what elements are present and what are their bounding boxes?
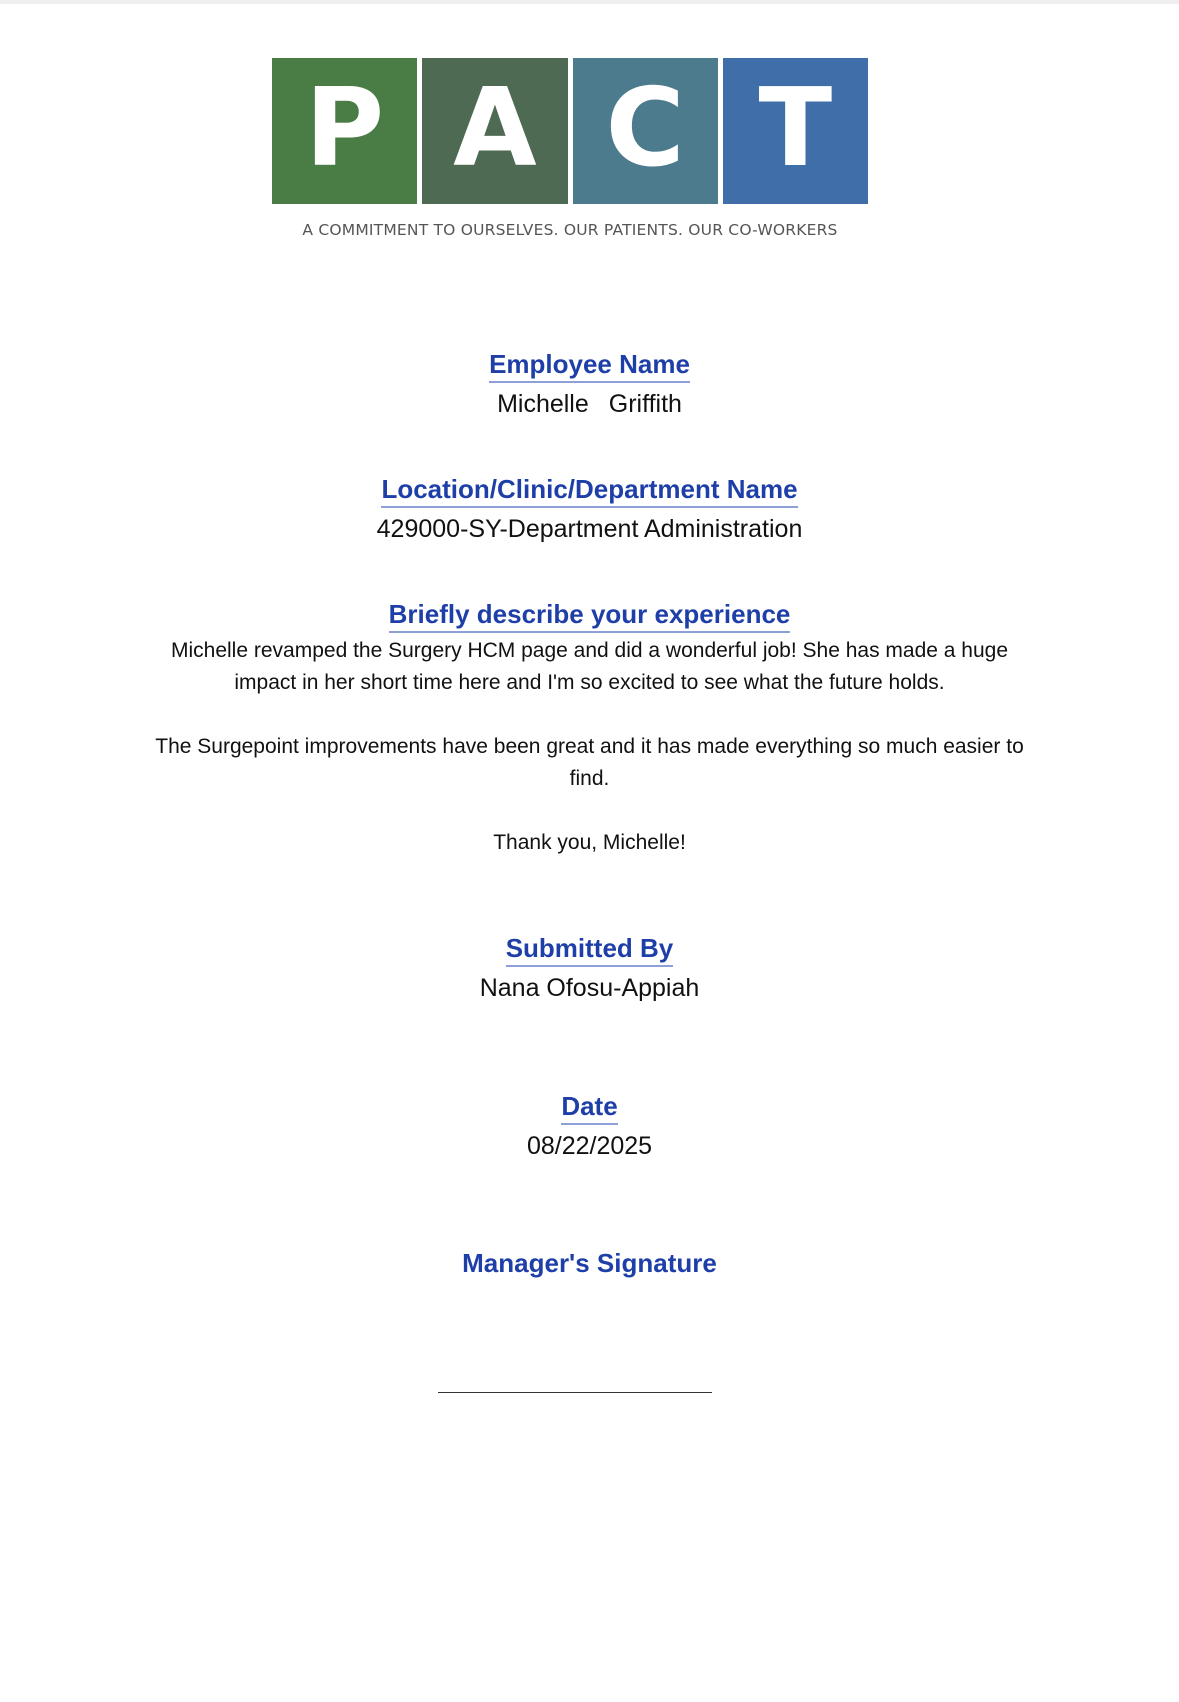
employee-name-label: Employee Name: [489, 348, 690, 383]
submitted-by-section: [0, 932, 1179, 1005]
signature-section: [0, 1247, 1179, 1280]
submitted-by-value: Nana Ofosu-Appiah: [479, 974, 700, 1002]
employee-name-value: [0, 387, 1179, 421]
manager-signature-label: Manager's Signature: [462, 1248, 717, 1278]
date-label: Date: [561, 1090, 617, 1125]
employee-first-name: Michelle: [497, 390, 589, 418]
pact-logo: [272, 58, 868, 204]
logo-letter-p: P: [305, 66, 385, 191]
submitted-by-label: Submitted By: [506, 932, 674, 967]
logo-tile-p: [272, 58, 417, 204]
employee-section: [0, 348, 1179, 421]
location-value: 429000-SY-Department Administration: [376, 515, 803, 543]
date-section: [0, 1090, 1179, 1163]
experience-paragraph: The Surgepoint improvements have been great and it has made everything so much easier to find.: [155, 735, 1024, 790]
logo-letter-t: T: [758, 66, 833, 191]
experience-section: [0, 598, 1179, 859]
logo-letter-a: A: [453, 66, 537, 191]
date-value: 08/22/2025: [526, 1132, 653, 1160]
experience-label: Briefly describe your experience: [389, 598, 791, 633]
location-label: Location/Clinic/Department Name: [381, 473, 797, 508]
location-section: [0, 473, 1179, 546]
logo-letter-c: C: [605, 66, 685, 191]
signature-line: [438, 1392, 712, 1393]
logo-tile-t: [723, 58, 868, 204]
experience-paragraph: Michelle revamped the Surgery HCM page and did a wonderful job! She has made a huge impact in her short time here and I'm so excited to see what the future holds.: [171, 639, 1008, 694]
logo-tile-c: [573, 58, 718, 204]
top-edge-strip: [0, 0, 1179, 4]
experience-paragraph: Thank you, Michelle!: [493, 831, 686, 854]
logo-tagline: A COMMITMENT TO OURSELVES. OUR PATIENTS. OUR CO-WORKERS: [302, 221, 838, 239]
logo-tile-a: [422, 58, 567, 204]
employee-last-name: Griffith: [608, 390, 682, 418]
